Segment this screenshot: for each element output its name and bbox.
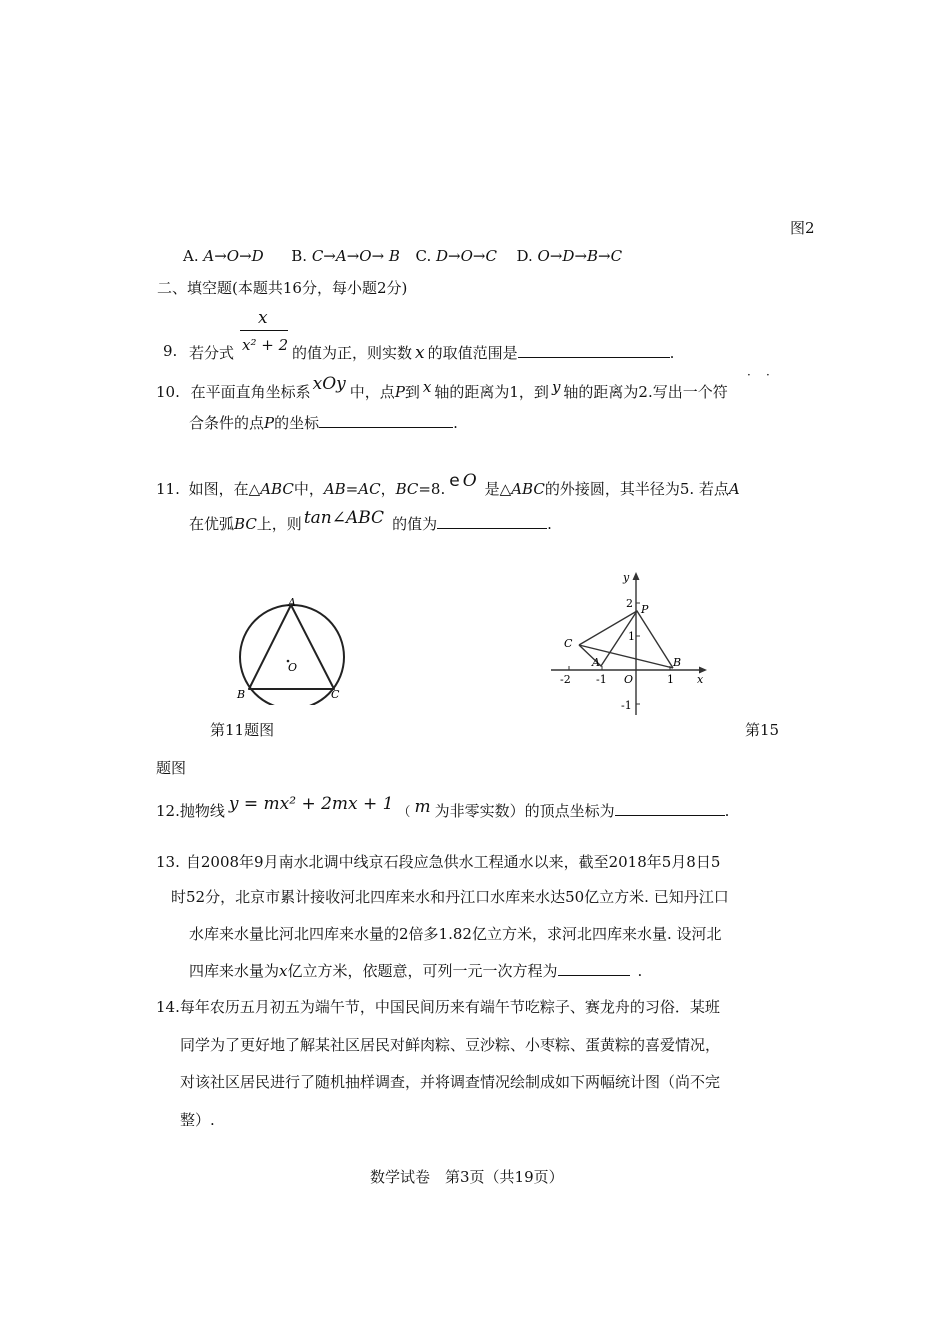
q13-text-line4a: 四库来水量为 bbox=[189, 962, 280, 980]
q11-abc: ABC bbox=[260, 480, 294, 498]
option-c-label: C. bbox=[415, 247, 432, 265]
q10-number: 10. bbox=[156, 383, 180, 401]
label-b: B bbox=[673, 656, 682, 669]
tick-label-y1: 1 bbox=[628, 630, 635, 643]
q9-fraction-bar bbox=[240, 330, 288, 331]
emphasis-dot: · bbox=[747, 368, 751, 382]
q12-end: . bbox=[724, 802, 730, 820]
q12-text: 为非零实数）的顶点坐标为 bbox=[434, 802, 615, 820]
option-d-path: O→D→B→C bbox=[537, 247, 623, 265]
label-c: C bbox=[331, 688, 340, 701]
q14-text-line2: 同学为了更好地了解某社区居民对鲜肉粽、豆沙粽、小枣粽、蛋黄粽的喜爱情况， bbox=[180, 1036, 721, 1054]
triangle-abc bbox=[249, 605, 334, 689]
q12-prefix: 抛物线 bbox=[179, 802, 225, 820]
q11-text-line2b: 上，则 bbox=[256, 515, 302, 533]
q9-suffix: 的取值范围是 bbox=[427, 344, 518, 362]
q14-text-line4: 整）. bbox=[180, 1111, 215, 1129]
section-2-header: 二、填空题(本题共16分，每小题2分) bbox=[157, 279, 408, 297]
q10-text-b: 中，点 bbox=[349, 383, 395, 401]
option-a-path: A→O→D bbox=[203, 247, 264, 265]
option-d-label: D. bbox=[516, 247, 533, 265]
q13-line4 bbox=[189, 960, 642, 981]
q10-text-d: 轴的距离为1，到 bbox=[434, 383, 549, 401]
q11-text-b: 中， bbox=[293, 480, 324, 498]
y-axis-arrow bbox=[633, 572, 640, 580]
tick-label-ym1: -1 bbox=[621, 699, 632, 712]
q10-text-e: 轴的距离为2.写出一个符 bbox=[563, 383, 728, 401]
q11-ab-ac: AB=AC bbox=[323, 480, 381, 498]
label-a: A bbox=[592, 656, 600, 669]
page-footer: 数学试卷 第3页（共19页） bbox=[370, 1168, 564, 1186]
q10-line1 bbox=[156, 374, 728, 402]
q10-text-a: 在平面直角坐标系 bbox=[190, 383, 311, 401]
option-a-label: A. bbox=[183, 247, 199, 265]
figure-15-caption-part2: 题图 bbox=[156, 759, 187, 777]
q9-fraction-numerator: x bbox=[258, 308, 268, 328]
q14-text-line1: 每年农历五月初五为端午节，中国民间历来有端午节吃粽子、赛龙舟的习俗．某班 bbox=[179, 998, 720, 1016]
q11-line1 bbox=[156, 471, 740, 499]
figure-15-caption-part1: 第15 bbox=[745, 721, 780, 739]
segment-pb bbox=[637, 611, 673, 668]
q11-answer-blank[interactable] bbox=[437, 514, 547, 529]
q14-line1 bbox=[156, 996, 720, 1017]
q10-point-p: P bbox=[394, 383, 405, 401]
q11-o: O bbox=[462, 471, 477, 491]
q11-bc-2: BC bbox=[234, 515, 257, 533]
label-c: C bbox=[564, 637, 573, 650]
q11-line2 bbox=[189, 508, 552, 534]
option-b-path: C→A→O→ B bbox=[311, 247, 400, 265]
q11-bc: BC bbox=[395, 480, 419, 498]
figure-11-caption: 第11题图 bbox=[210, 721, 275, 739]
q9-mid bbox=[292, 342, 674, 363]
label-a: A bbox=[288, 596, 296, 609]
tick-label-xm2: -2 bbox=[560, 673, 571, 686]
q11-text-e: 的外接圆，其半径为5. 若点 bbox=[544, 480, 729, 498]
q8-options bbox=[183, 247, 622, 265]
q10-x-axis: x bbox=[422, 378, 432, 396]
q11-circle-symbol: e bbox=[449, 471, 460, 491]
q9-prefix: 若分式 bbox=[189, 344, 235, 362]
figure-11-circle-triangle bbox=[230, 595, 360, 705]
option-b-label: B. bbox=[291, 247, 308, 265]
q10-line2 bbox=[189, 412, 458, 433]
q13-text-line4b: 亿立方米，依题意，可列一元一次方程为 bbox=[287, 962, 558, 980]
q11-text-c: =8. bbox=[418, 480, 446, 498]
q13-text-line3: 水库来水量比河北四库来水量的2倍多1.82亿立方米，求河北四库来水量. 设河北 bbox=[189, 925, 722, 943]
q10-y-axis: y bbox=[551, 378, 561, 396]
tick-label-y2: 2 bbox=[626, 597, 633, 610]
q12-number: 12. bbox=[156, 802, 180, 820]
q13-x: x bbox=[279, 962, 288, 980]
q10-end: . bbox=[453, 414, 458, 432]
q11-abc-2: ABC bbox=[511, 480, 545, 498]
q11-tan-expression: tan∠ABC bbox=[303, 508, 385, 528]
q12-m: m bbox=[414, 797, 431, 817]
label-p: P bbox=[641, 603, 649, 616]
q9-var: x bbox=[415, 343, 425, 363]
q11-text-line2c: 的值为 bbox=[392, 515, 438, 533]
q11-number: 11. bbox=[156, 480, 180, 498]
q14-text-line3: 对该社区居民进行了随机抽样调查，并将调查情况绘制成如下两幅统计图（尚不完 bbox=[180, 1073, 721, 1091]
q10-text-line2a: 合条件的点 bbox=[189, 414, 265, 432]
label-o: O bbox=[288, 661, 298, 674]
q10-text-c: 到 bbox=[404, 383, 420, 401]
q13-answer-blank[interactable] bbox=[558, 961, 630, 976]
q9-number: 9. bbox=[163, 342, 178, 360]
q13-text-line1: 自2008年9月南水北调中线京石段应急供水工程通水以来，截至2018年5月8日5 bbox=[185, 853, 721, 871]
q13-end: . bbox=[637, 962, 643, 980]
q12-formula: y = mx² + 2mx + 1 bbox=[228, 794, 394, 814]
q10-coord-system: xOy bbox=[312, 374, 346, 394]
figure-15-coordinate-plane bbox=[545, 565, 715, 720]
option-c-path: D→O→C bbox=[436, 247, 497, 265]
tick-label-xm1: -1 bbox=[596, 673, 607, 686]
q10-answer-blank[interactable] bbox=[319, 413, 453, 428]
q11-comma: ， bbox=[380, 480, 396, 498]
q12-answer-blank[interactable] bbox=[615, 801, 725, 816]
q12-paren: （ bbox=[397, 805, 411, 820]
q13-text-line2: 时52分，北京市累计接收河北四库来水和丹江口水库来水达50亿立方米. 已知丹江口 bbox=[171, 888, 729, 906]
q14-number: 14. bbox=[156, 998, 180, 1016]
figure-2-label: 图2 bbox=[790, 219, 815, 237]
q9-fraction-denominator: x² + 2 bbox=[242, 336, 289, 354]
label-b: B bbox=[237, 688, 246, 701]
q13-line1 bbox=[156, 851, 720, 872]
q9-end: . bbox=[669, 344, 675, 362]
q9-mid-text: 的值为正，则实数 bbox=[292, 344, 413, 362]
q11-text-d: 是△ bbox=[484, 480, 512, 498]
q11-text-a: 如图，在△ bbox=[188, 480, 261, 498]
q13-number: 13. bbox=[156, 853, 180, 871]
q11-a: A bbox=[728, 480, 740, 498]
question-12 bbox=[156, 794, 730, 821]
q9-answer-blank[interactable] bbox=[518, 343, 670, 358]
q10-point-p2: P bbox=[264, 414, 275, 432]
q11-end: . bbox=[547, 515, 552, 533]
label-x: x bbox=[697, 673, 704, 686]
label-y: y bbox=[623, 571, 630, 584]
emphasis-dot: · bbox=[766, 368, 770, 382]
tick-label-x1: 1 bbox=[667, 673, 674, 686]
q11-text-line2a: 在优弧 bbox=[189, 515, 235, 533]
q10-text-line2b: 的坐标 bbox=[274, 414, 320, 432]
label-o: O bbox=[624, 673, 634, 686]
